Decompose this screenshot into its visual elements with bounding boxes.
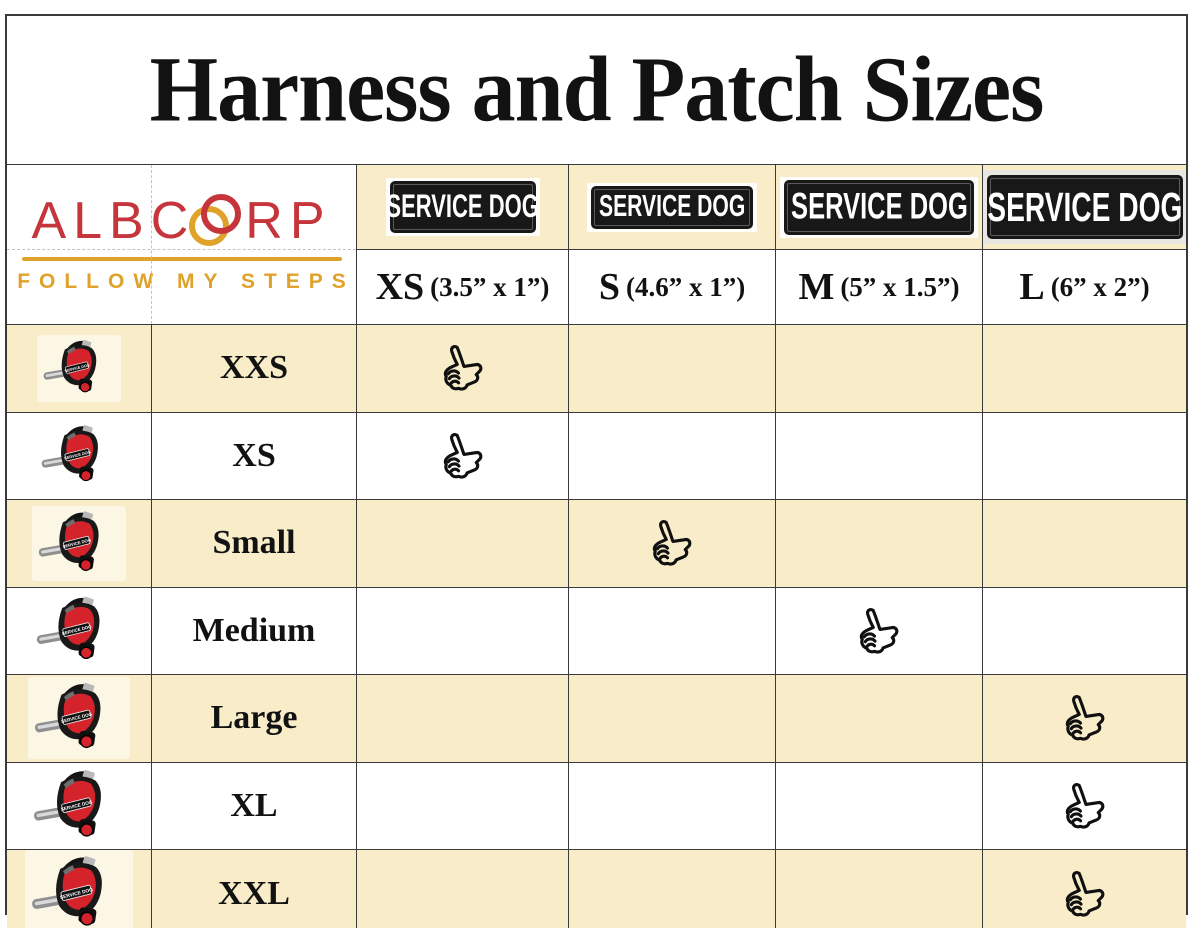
size-header-l: L (6” x 2”) bbox=[983, 250, 1186, 325]
harness-photo bbox=[28, 677, 130, 759]
harness-photo bbox=[25, 850, 133, 928]
patch-header-xs bbox=[357, 165, 569, 250]
size-header-xs: XS (3.5” x 1”) bbox=[357, 250, 569, 325]
match-cell-xxl-xs bbox=[357, 850, 569, 928]
match-cell-xxl-m bbox=[776, 850, 983, 928]
patch-header-m bbox=[776, 165, 983, 250]
harness-image-cell bbox=[7, 850, 152, 928]
match-cell-large-m bbox=[776, 675, 983, 763]
thumbs-up-icon bbox=[440, 343, 486, 393]
harness-photo bbox=[35, 420, 124, 491]
match-cell-xl-l bbox=[983, 763, 1186, 851]
match-cell-small-m bbox=[776, 500, 983, 588]
harness-image-cell bbox=[7, 588, 152, 676]
harness-size-label bbox=[152, 763, 357, 851]
match-cell-xxl-s bbox=[569, 850, 776, 928]
match-cell-xs-l bbox=[983, 413, 1186, 501]
logo-cell bbox=[7, 165, 357, 325]
match-cell-xxs-m bbox=[776, 325, 983, 413]
logo-text-left: ALBC bbox=[31, 192, 196, 250]
service-dog-patch-m: SERVICE DOG bbox=[780, 177, 978, 238]
size-table bbox=[7, 165, 1186, 928]
match-cell-medium-xs bbox=[357, 588, 569, 676]
harness-size-text: Large bbox=[210, 699, 298, 737]
match-cell-xl-m bbox=[776, 763, 983, 851]
harness-size-label bbox=[152, 850, 357, 928]
logo-double-ring-icon bbox=[193, 200, 241, 242]
match-cell-large-l bbox=[983, 675, 1186, 763]
match-cell-small-l bbox=[983, 500, 1186, 588]
match-cell-medium-l bbox=[983, 588, 1186, 676]
svg-text:SERVICE DOG: SERVICE DOG bbox=[59, 888, 94, 902]
harness-image-cell bbox=[7, 500, 152, 588]
thumbs-up-icon bbox=[856, 606, 902, 656]
size-header-s: S (4.6” x 1”) bbox=[569, 250, 776, 325]
harness-size-text: XL bbox=[230, 786, 278, 824]
harness-image-cell bbox=[7, 413, 152, 501]
match-cell-small-xs bbox=[357, 500, 569, 588]
harness-photo bbox=[27, 764, 131, 848]
match-cell-large-s bbox=[569, 675, 776, 763]
svg-text:SERVICE DOG: SERVICE DOG bbox=[60, 799, 93, 812]
harness-size-text: Small bbox=[212, 524, 296, 562]
thumbs-up-icon bbox=[1062, 869, 1108, 919]
albcorp-logo bbox=[31, 192, 332, 250]
harness-image-cell bbox=[7, 763, 152, 851]
match-cell-xxs-s bbox=[569, 325, 776, 413]
harness-size-label bbox=[152, 675, 357, 763]
match-cell-medium-m bbox=[776, 588, 983, 676]
match-cell-small-s bbox=[569, 500, 776, 588]
match-cell-xs-s bbox=[569, 413, 776, 501]
match-cell-xxl-l bbox=[983, 850, 1186, 928]
harness-size-label bbox=[152, 500, 357, 588]
logo-divider bbox=[22, 257, 342, 261]
harness-size-text: XS bbox=[232, 436, 276, 474]
harness-size-text: XXL bbox=[218, 874, 290, 912]
logo-tagline: FOLLOW MY STEPS bbox=[17, 270, 355, 293]
thumbs-up-icon bbox=[649, 518, 695, 568]
match-cell-xs-m bbox=[776, 413, 983, 501]
thumbs-up-icon bbox=[1062, 693, 1108, 743]
title-row bbox=[7, 16, 1186, 165]
thumbs-up-icon bbox=[1062, 781, 1108, 831]
match-cell-xl-s bbox=[569, 763, 776, 851]
svg-text:SERVICE DOG: SERVICE DOG bbox=[62, 536, 92, 549]
harness-size-text: Medium bbox=[192, 611, 316, 649]
size-header-m: M (5” x 1.5”) bbox=[776, 250, 983, 325]
svg-text:SERVICE DOG: SERVICE DOG bbox=[63, 449, 91, 462]
harness-photo bbox=[37, 335, 121, 402]
match-cell-xxs-l bbox=[983, 325, 1186, 413]
match-cell-medium-s bbox=[569, 588, 776, 676]
harness-photo bbox=[30, 591, 128, 670]
svg-text:SERVICE DOG: SERVICE DOG bbox=[61, 624, 93, 637]
match-cell-xs-xs bbox=[357, 413, 569, 501]
patch-header-s bbox=[569, 165, 776, 250]
harness-size-label bbox=[152, 325, 357, 413]
match-cell-xxs-xs bbox=[357, 325, 569, 413]
match-cell-xl-xs bbox=[357, 763, 569, 851]
chart-board bbox=[5, 14, 1188, 915]
harness-image-cell bbox=[7, 675, 152, 763]
harness-size-text: XXS bbox=[219, 349, 289, 387]
thumbs-up-icon bbox=[440, 431, 486, 481]
service-dog-patch-xs: SERVICE DOG bbox=[386, 178, 540, 236]
patch-header-l bbox=[983, 165, 1186, 250]
page-title: Harness and Patch Sizes bbox=[149, 38, 1044, 142]
service-dog-patch-s: SERVICE DOG bbox=[587, 183, 757, 232]
harness-image-cell bbox=[7, 325, 152, 413]
svg-text:SERVICE DOG: SERVICE DOG bbox=[60, 711, 93, 725]
svg-text:SERVICE DOG: SERVICE DOG bbox=[64, 363, 91, 374]
harness-size-label bbox=[152, 588, 357, 676]
match-cell-large-xs bbox=[357, 675, 569, 763]
harness-size-label bbox=[152, 413, 357, 501]
harness-photo bbox=[32, 506, 126, 581]
logo-text-right: RP bbox=[245, 192, 332, 250]
service-dog-patch-l: SERVICE DOG bbox=[983, 170, 1186, 244]
